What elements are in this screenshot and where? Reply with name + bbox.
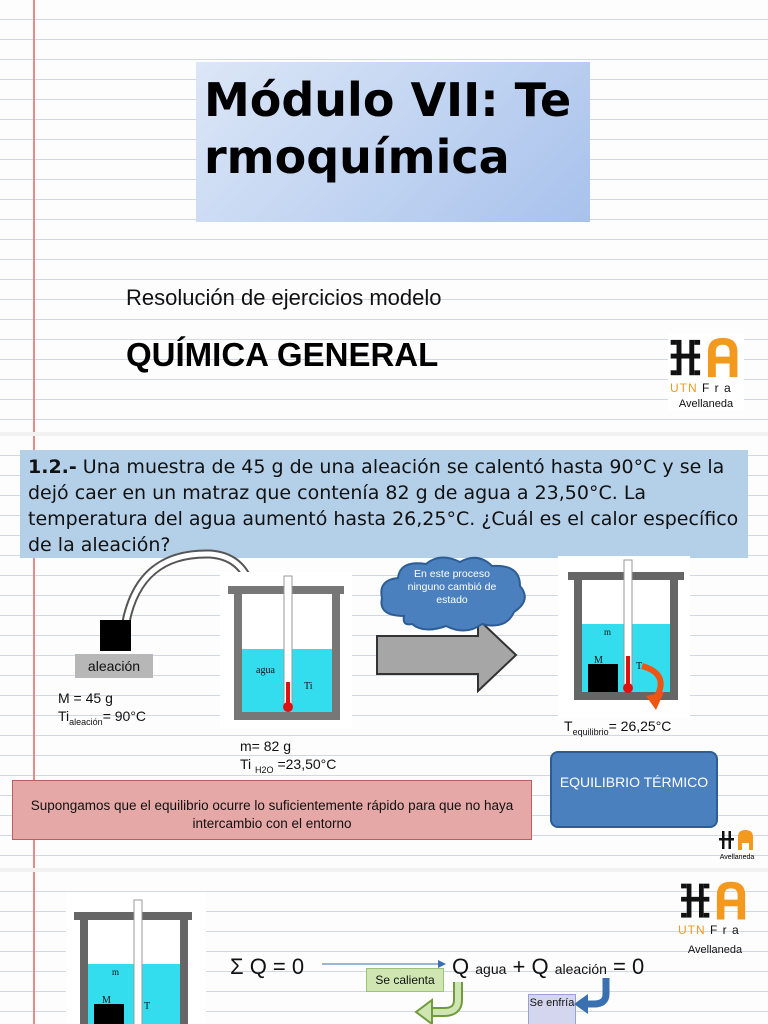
slide-solution (0, 872, 768, 1024)
utn-logo-small-icon (718, 826, 756, 854)
slide-problem (0, 436, 768, 868)
cools-label: Se enfría (528, 994, 576, 1024)
logo-small-place: Avellaneda (719, 854, 755, 861)
logo-fra: F r a (702, 381, 732, 396)
solution-M-label: M (102, 995, 111, 1006)
heat-equation: Q agua + Q aleación = 0 (452, 954, 645, 979)
water-mass: m= 82 g (240, 738, 291, 754)
cloud-callout (374, 554, 530, 634)
logo3-fra: F r a (710, 923, 740, 938)
utn-logo-slide3 (676, 878, 754, 956)
alloy-temp: $Ti_{aleación}= 90^\circ C$ (58, 708, 147, 727)
beaker-final (558, 556, 690, 718)
beaker-initial (220, 572, 352, 728)
alloy-mass: M = 45 g (58, 690, 113, 706)
logo3-utn: UTN (678, 923, 706, 938)
course-name: QUÍMICA GENERAL (126, 336, 439, 373)
alloy-block (100, 620, 131, 651)
water-temp: Ti $_{H2O}$ =23,50°C (240, 756, 337, 775)
slide-title (0, 0, 768, 432)
solution-m-label: m (112, 967, 120, 977)
solution-T-label: T (144, 1001, 151, 1012)
logo-utn: UTN (670, 381, 698, 396)
water-temp-mark: Ti (304, 681, 313, 692)
equilibrium-box: EQUILIBRIO TÉRMICO (550, 751, 718, 828)
problem-statement (20, 450, 748, 558)
utn-logo-slide3-icon (676, 878, 754, 923)
final-T-label: T (636, 661, 643, 672)
beaker-solution (66, 892, 206, 1024)
water-label: agua (256, 665, 275, 676)
assumption-note: Supongamos que el equilibrio ocurre lo suficientemente rápido para que no haya intercambio con el entorno (12, 780, 532, 840)
heats-label: Se calienta (366, 968, 444, 992)
final-m-label: m (604, 627, 612, 637)
alloy-label: aleación (75, 654, 153, 678)
utn-logo-icon (668, 334, 744, 381)
logo-place: Avellaneda (678, 398, 734, 410)
utn-logo-small (718, 826, 756, 864)
equilibrium-temp: $T_{equilibrio}= 26,25^\circ C$ (564, 718, 672, 737)
problem-text: Una muestra de 45 g de una aleación se calentó hasta 90°C y se la dejó caer en un matraz que contenía 82 g de agua a 23,50°C. La temperatura del agua aumentó hasta 26,25°C. ¿Cuál es el calor específico de la aleación? (28, 456, 739, 556)
problem-number: 1.2.- (28, 456, 77, 478)
logo3-place: Avellaneda (687, 944, 743, 956)
slide-subtitle: Resolución de ejercicios modelo (126, 285, 442, 310)
sum-equation: Σ Q = 0 (230, 954, 305, 979)
cools-arrow-icon (572, 976, 616, 1016)
slide-title-text: Módulo VII: Termoquímica (204, 73, 572, 184)
heats-arrow-icon (414, 978, 474, 1024)
final-M-label: M (594, 655, 603, 666)
utn-logo (668, 334, 744, 410)
cloud-text: En este proceso ninguno cambió de estado (407, 568, 497, 606)
